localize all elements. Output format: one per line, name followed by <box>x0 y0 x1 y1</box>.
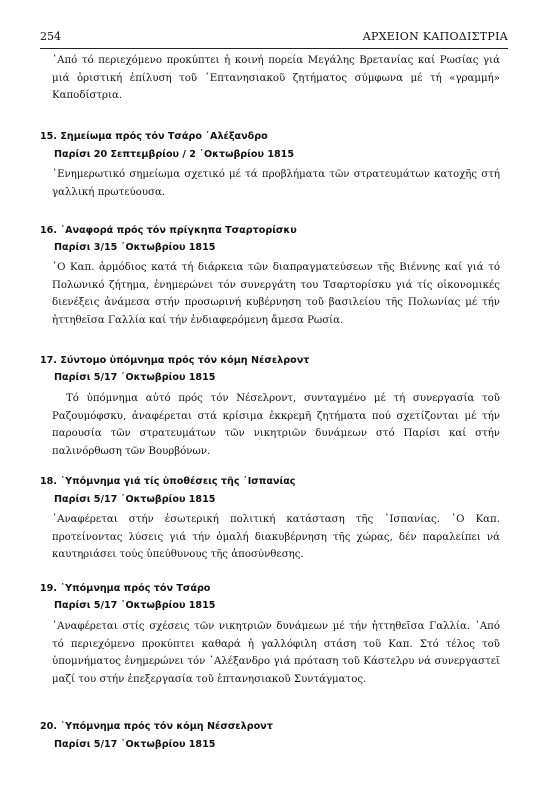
entry-heading-17: 17. Σύντομο ὑπόμνημα πρός τόν κόμη Νέσελροντ <box>40 355 310 366</box>
entry-heading-15: 15. Σημείωμα πρός τόν Τσάρο ᾿Αλέξανδρο <box>40 131 268 142</box>
entry-heading-19: 19. ῾Υπόμνημα πρός τόν Τσάρο <box>40 583 211 594</box>
intro-paragraph: ᾿Από τό περιεχόμενο προκύπτει ἡ κοινή πορεία Μεγάλης Βρετανίας καί Ρωσίας γιά μιά ὁριστική ἐπίλυση τοῦ ῾Επτανησιακοῦ ζητήματος σύμφωνα μέ τή «γραμμή» Καποδίστρια. <box>52 55 500 102</box>
page-header <box>40 30 508 49</box>
entry-text-19: ᾿Αναφέρεται στίς σχέσεις τῶν νικητριῶν δυνάμεων μέ τήν ἡττηθεῖσα Γαλλία. ᾿Από τό περιεχόμενο προκύπτει καθαρά ἡ γαλλόφιλη στάση τοῦ Καπ. Στό τέλος τοῦ ὑπομνήματος ἐνημερώνει τόν ᾿Αλέξανδρο γιά πρόταση τοῦ Κάστελρυ νά συνεργαστεῖ μαζί του στήν ἐπεξεργασία τοῦ ἑπτανησιακοῦ Συντάγματος. <box>52 621 500 685</box>
entry-dateline-15: Παρίσι 20 Σεπτεμβρίου / 2 ᾿Οκτωβρίου 1815 <box>54 149 295 160</box>
entry-text-15: ᾿Ενημερωτικό σημείωμα σχετικό μέ τά προβλήματα τῶν στρατευμάτων κατοχῆς στή γαλλική πρωτεύουσα. <box>52 169 500 198</box>
entry-text-18: ᾿Αναφέρεται στήν ἐσωτερική πολιτική κατάσταση τῆς ᾿Ισπανίας. ῾Ο Καπ. προτείνοντας λύσεις γιά τήν ὁμαλή διακυβέρνηση τῆς χώρας, δέν παραλείπει νά καυτηριάσει τούς ὑπεύθυνους τῆς ἀποσύνθεσης. <box>52 514 500 561</box>
entry-dateline-17: Παρίσι 5/17 ᾿Οκτωβρίου 1815 <box>54 372 216 383</box>
entry-heading-18: 18. ῾Υπόμνημα γιά τίς ὑποθέσεις τῆς ᾿Ισπανίας <box>40 476 296 487</box>
entry-heading-20: 20. ῾Υπόμνημα πρός τόν κόμη Νέσσελροντ <box>40 721 273 732</box>
entry-heading-16: 16. ᾿Αναφορά πρός τόν πρίγκηπα Τσαρτορίσκυ <box>40 225 297 236</box>
entry-text-16: ῾Ο Καπ. ἁρμόδιος κατά τή διάρκεια τῶν διαπραγματεύσεων τῆς Βιέννης καί γιά τό Πολωνικό ζήτημα, ἐνημερώνει τόν συνεργάτη του Τσαρτορίσκυ γιά τίς οἰκονομικές διενέξεις ἀνάμεσα στήν προσωρινή κυβέρνηση τοῦ βασιλείου τῆς Πολωνίας μέ τήν ἡττηθεῖσα Γαλλία καί τήν ἐνδιαφερόμενη ἄμεσα Ρωσία. <box>52 262 500 326</box>
entry-dateline-16: Παρίσι 3/15 ᾿Οκτωβρίου 1815 <box>54 242 216 253</box>
running-title: ΑΡΧΕΙΟΝ ΚΑΠΟΔΙΣΤΡΙΑ <box>362 30 508 43</box>
entry-dateline-19: Παρίσι 5/17 ᾿Οκτωβρίου 1815 <box>54 600 216 611</box>
entry-text-17: Τό ὑπόμνημα αὐτό πρός τόν Νέσελροντ, συνταγμένο μέ τή συνεργασία τοῦ Ραζουμόφσκυ, ἀναφέρεται στά κρίσιμα ἐκκρεμῆ ζητήματα πού σχετίζονται μέ τήν παρουσία τῶν στρατευμάτων τῶν νικητριῶν δυνάμεων στό Παρίσι καί στήν παλινόρθωση τῶν Βουρβόνων. <box>52 393 500 457</box>
entry-dateline-20: Παρίσι 5/17 ᾿Οκτωβρίου 1815 <box>54 739 216 750</box>
page-number: 254 <box>40 30 61 43</box>
entry-dateline-18: Παρίσι 5/17 ᾿Οκτωβρίου 1815 <box>54 494 216 505</box>
